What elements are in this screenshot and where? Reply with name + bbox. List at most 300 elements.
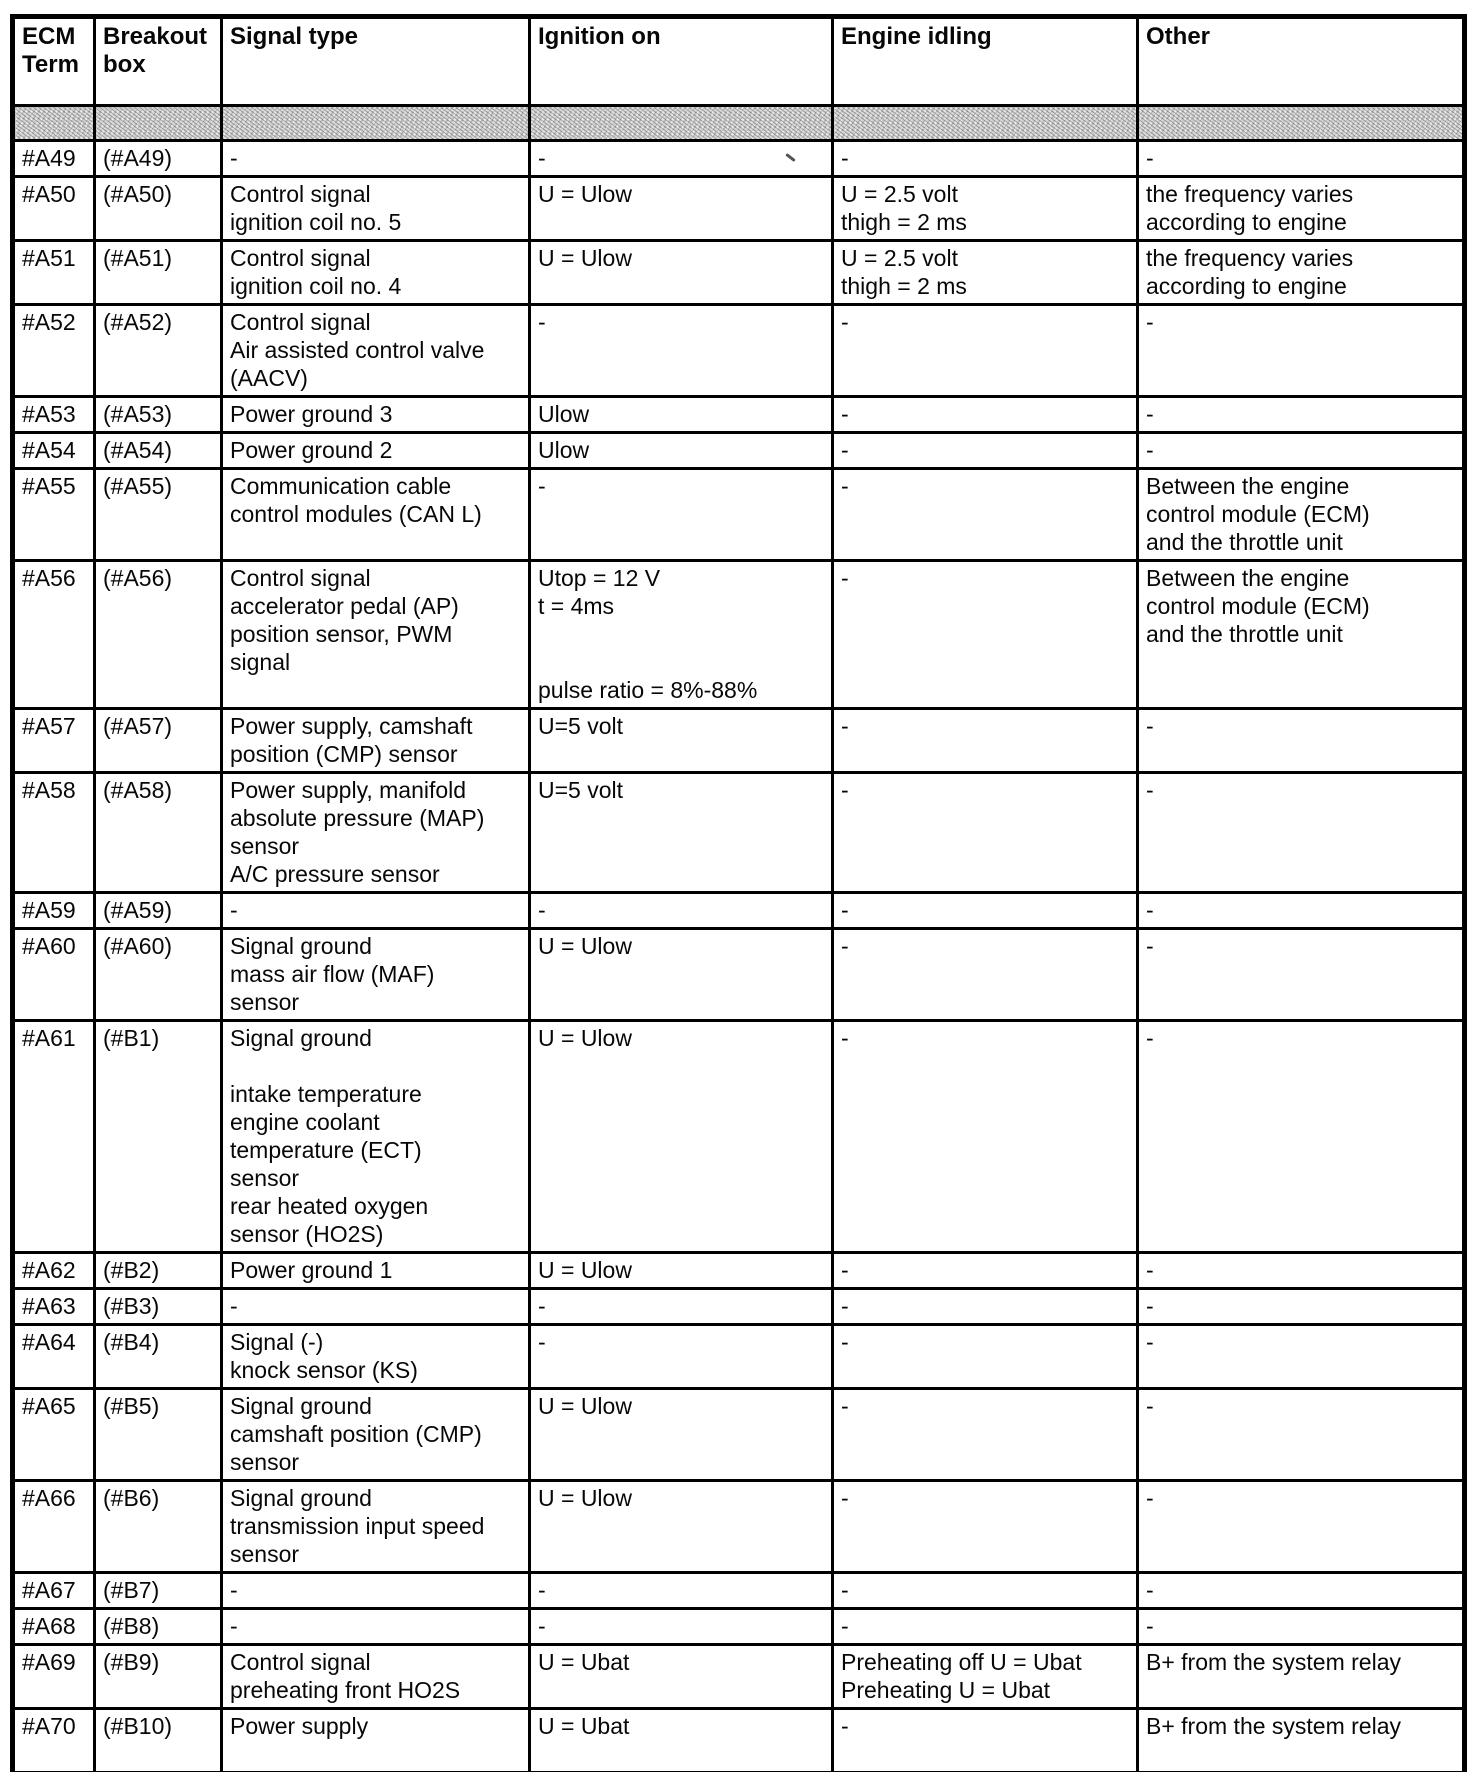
cell-breakout-box <box>95 1325 222 1389</box>
table-body <box>13 141 1465 1772</box>
cell-ignition-on <box>530 241 833 305</box>
cell-line: - <box>841 897 849 923</box>
cell-signal-type <box>222 177 530 241</box>
cell-line: thigh = 2 ms <box>841 273 967 299</box>
table-row <box>13 177 1465 241</box>
cell-line: - <box>538 897 546 923</box>
cell-line: - <box>230 1577 238 1603</box>
cell-ignition-on <box>530 1573 833 1609</box>
cell-ecm-term <box>13 1389 95 1481</box>
cell-engine-idling <box>833 561 1138 709</box>
table-row <box>13 397 1465 433</box>
cell-ignition-on <box>530 141 833 177</box>
cell-signal-type <box>222 561 530 709</box>
cell-line: (AACV) <box>230 365 308 391</box>
cell-ignition-on <box>530 433 833 469</box>
cell-ecm-term <box>13 1325 95 1389</box>
cell-ignition-on <box>530 1645 833 1709</box>
cell-ignition-on <box>530 1481 833 1573</box>
cell-line: #A64 <box>22 1329 76 1355</box>
cell-other <box>1138 1573 1465 1609</box>
cell-ecm-term <box>13 1609 95 1645</box>
scan-noise-cell <box>13 106 95 141</box>
cell-line: #A68 <box>22 1613 76 1639</box>
cell-signal-type <box>222 141 530 177</box>
cell-line: - <box>841 1485 849 1511</box>
cell-line: U = Ulow <box>538 245 632 271</box>
table-row <box>13 241 1465 305</box>
cell-line: sensor <box>230 1541 300 1567</box>
cell-line: #A65 <box>22 1393 76 1419</box>
cell-ignition-on <box>530 561 833 709</box>
cell-line: - <box>1146 1577 1154 1603</box>
cell-engine-idling <box>833 433 1138 469</box>
cell-line: - <box>538 473 546 499</box>
cell-breakout-box <box>95 241 222 305</box>
table-row <box>13 773 1465 893</box>
col-header-other <box>1138 17 1465 106</box>
cell-ignition-on <box>530 305 833 397</box>
header-line: Term <box>22 51 79 78</box>
cell-ecm-term <box>13 561 95 709</box>
cell-ecm-term <box>13 1021 95 1253</box>
cell-other <box>1138 1389 1465 1481</box>
cell-line: Air assisted control valve <box>230 337 485 363</box>
table-row <box>13 1709 1465 1772</box>
table-row <box>13 1389 1465 1481</box>
cell-ignition-on <box>530 1021 833 1253</box>
cell-engine-idling <box>833 929 1138 1021</box>
cell-signal-type <box>222 397 530 433</box>
cell-line: Control signal <box>230 565 371 591</box>
cell-signal-type <box>222 433 530 469</box>
cell-ecm-term <box>13 773 95 893</box>
cell-line: - <box>841 437 849 463</box>
cell-breakout-box <box>95 561 222 709</box>
cell-breakout-box <box>95 929 222 1021</box>
cell-line: U = Ubat <box>538 1649 630 1675</box>
cell-breakout-box <box>95 1289 222 1325</box>
cell-other <box>1138 305 1465 397</box>
cell-line: Ulow <box>538 401 590 427</box>
table-row <box>13 1573 1465 1609</box>
cell-line: Between the engine <box>1146 565 1350 591</box>
cell-line: - <box>841 1293 849 1319</box>
cell-line: sensor <box>230 1449 300 1475</box>
cell-breakout-box <box>95 773 222 893</box>
cell-engine-idling <box>833 1709 1138 1772</box>
table-header <box>13 17 1465 141</box>
cell-line: Signal ground <box>230 933 372 959</box>
cell-line: knock sensor (KS) <box>230 1357 418 1383</box>
cell-line: B+ from the system relay <box>1146 1649 1401 1675</box>
cell-line: Preheating U = Ubat <box>841 1677 1051 1703</box>
cell-line: sensor <box>230 833 300 859</box>
cell-line: Control signal <box>230 181 371 207</box>
cell-line: #A59 <box>22 897 76 923</box>
col-header-ignition-on <box>530 17 833 106</box>
cell-signal-type <box>222 469 530 561</box>
cell-line: (#B4) <box>103 1329 160 1355</box>
header-line: Signal type <box>230 23 359 50</box>
cell-ignition-on <box>530 929 833 1021</box>
cell-line: according to engine <box>1146 273 1347 299</box>
header-line <box>230 51 521 79</box>
scan-noise-cell <box>95 106 222 141</box>
cell-ecm-term <box>13 241 95 305</box>
cell-line: - <box>538 1329 546 1355</box>
cell-line: Power supply <box>230 1713 369 1739</box>
cell-line: t = 4ms <box>538 593 615 619</box>
cell-line: - <box>1146 713 1154 739</box>
cell-ecm-term <box>13 1709 95 1772</box>
cell-other <box>1138 561 1465 709</box>
cell-other <box>1138 1289 1465 1325</box>
cell-other <box>1138 1609 1465 1645</box>
cell-line: - <box>1146 145 1154 171</box>
cell-line: B+ from the system relay <box>1146 1713 1401 1739</box>
cell-engine-idling <box>833 893 1138 929</box>
cell-ignition-on <box>530 1609 833 1645</box>
table-row <box>13 709 1465 773</box>
cell-signal-type <box>222 241 530 305</box>
cell-signal-type <box>222 1573 530 1609</box>
cell-line: - <box>230 145 238 171</box>
cell-other <box>1138 141 1465 177</box>
cell-line: #A54 <box>22 437 76 463</box>
cell-line: - <box>1146 897 1154 923</box>
cell-line: (#A59) <box>103 897 173 923</box>
cell-signal-type <box>222 893 530 929</box>
cell-line: pulse ratio = 8%-88% <box>538 677 758 703</box>
cell-breakout-box <box>95 141 222 177</box>
cell-other <box>1138 893 1465 929</box>
cell-breakout-box <box>95 1709 222 1772</box>
table-row <box>13 433 1465 469</box>
header-line <box>1146 51 1455 79</box>
cell-ignition-on <box>530 709 833 773</box>
header-line: Ignition on <box>538 23 661 50</box>
cell-ecm-term <box>13 305 95 397</box>
cell-line: - <box>538 1613 546 1639</box>
cell-line: Control signal <box>230 245 371 271</box>
scan-noise-cell <box>1138 106 1465 141</box>
cell-line: Signal ground <box>230 1393 372 1419</box>
cell-line: (#A60) <box>103 933 173 959</box>
cell-line: Power supply, camshaft <box>230 713 473 739</box>
cell-line: - <box>1146 1293 1154 1319</box>
cell-line: #A62 <box>22 1257 76 1283</box>
cell-engine-idling <box>833 305 1138 397</box>
cell-line: the frequency varies <box>1146 245 1354 271</box>
cell-line: #A66 <box>22 1485 76 1511</box>
cell-engine-idling <box>833 1609 1138 1645</box>
cell-line: - <box>538 1577 546 1603</box>
cell-line: - <box>1146 401 1154 427</box>
cell-line: Control signal <box>230 309 371 335</box>
cell-line: (#B2) <box>103 1257 160 1283</box>
cell-ignition-on <box>530 893 833 929</box>
cell-signal-type <box>222 709 530 773</box>
cell-ecm-term <box>13 709 95 773</box>
cell-line: - <box>841 777 849 803</box>
table-row <box>13 1645 1465 1709</box>
cell-line: control modules (CAN L) <box>230 501 482 527</box>
cell-line: intake temperature <box>230 1081 422 1107</box>
table-row <box>13 893 1465 929</box>
scan-noise-cell <box>833 106 1138 141</box>
cell-line: - <box>538 1293 546 1319</box>
cell-line: #A60 <box>22 933 76 959</box>
cell-line: mass air flow (MAF) <box>230 961 435 987</box>
cell-line: Signal ground <box>230 1025 372 1051</box>
cell-line: the frequency varies <box>1146 181 1354 207</box>
cell-line: #A58 <box>22 777 76 803</box>
cell-ecm-term <box>13 929 95 1021</box>
ecm-signal-table <box>10 14 1467 1772</box>
cell-ecm-term <box>13 177 95 241</box>
cell-line: - <box>538 145 546 171</box>
cell-signal-type <box>222 1609 530 1645</box>
cell-line: temperature (ECT) <box>230 1137 422 1163</box>
cell-line: Signal (-) <box>230 1329 324 1355</box>
table-row <box>13 1325 1465 1389</box>
cell-breakout-box <box>95 433 222 469</box>
cell-line: signal <box>230 649 291 675</box>
cell-line: U = Ulow <box>538 1393 632 1419</box>
cell-engine-idling <box>833 1481 1138 1573</box>
cell-line: (#A54) <box>103 437 173 463</box>
cell-line: - <box>841 1393 849 1419</box>
cell-line: (#A57) <box>103 713 173 739</box>
cell-ignition-on <box>530 773 833 893</box>
cell-line: - <box>841 1329 849 1355</box>
cell-line: Preheating off U = Ubat <box>841 1649 1082 1675</box>
header-line: Breakout <box>103 23 208 50</box>
cell-line: #A53 <box>22 401 76 427</box>
table-row <box>13 1609 1465 1645</box>
cell-breakout-box <box>95 1389 222 1481</box>
cell-line: - <box>1146 437 1154 463</box>
cell-line: accelerator pedal (AP) <box>230 593 459 619</box>
cell-line: - <box>841 1713 849 1739</box>
cell-line: U = 2.5 volt <box>841 245 958 271</box>
cell-line <box>230 1740 521 1768</box>
cell-line: - <box>841 401 849 427</box>
cell-ecm-term <box>13 397 95 433</box>
cell-line: #A55 <box>22 473 76 499</box>
header-line <box>841 51 1129 79</box>
cell-line: transmission input speed <box>230 1513 485 1539</box>
cell-line: U=5 volt <box>538 713 624 739</box>
cell-breakout-box <box>95 1645 222 1709</box>
cell-line: and the throttle unit <box>1146 529 1343 555</box>
cell-other <box>1138 1021 1465 1253</box>
cell-line: (#B1) <box>103 1025 160 1051</box>
table-row <box>13 1253 1465 1289</box>
cell-line <box>538 648 824 676</box>
cell-ecm-term <box>13 1289 95 1325</box>
cell-line: (#A55) <box>103 473 173 499</box>
cell-ignition-on <box>530 469 833 561</box>
cell-signal-type <box>222 773 530 893</box>
cell-line: - <box>230 1613 238 1639</box>
cell-engine-idling <box>833 1253 1138 1289</box>
table-row <box>13 1481 1465 1573</box>
table-row <box>13 141 1465 177</box>
cell-other <box>1138 1645 1465 1709</box>
cell-line: - <box>841 1025 849 1051</box>
header-line: Engine idling <box>841 23 992 50</box>
cell-breakout-box <box>95 469 222 561</box>
cell-line: Ulow <box>538 437 590 463</box>
table-row <box>13 469 1465 561</box>
cell-line: - <box>230 897 238 923</box>
cell-engine-idling <box>833 469 1138 561</box>
cell-signal-type <box>222 1481 530 1573</box>
cell-line: #A49 <box>22 145 76 171</box>
table-row <box>13 929 1465 1021</box>
cell-line: control module (ECM) <box>1146 593 1370 619</box>
cell-line: #A63 <box>22 1293 76 1319</box>
scan-noise-band-row <box>13 106 1465 141</box>
cell-line: (#A52) <box>103 309 173 335</box>
cell-line: thigh = 2 ms <box>841 209 967 235</box>
cell-line: - <box>841 565 849 591</box>
cell-line: Control signal <box>230 1649 371 1675</box>
cell-line: sensor (HO2S) <box>230 1221 384 1247</box>
cell-line: U = Ulow <box>538 1485 632 1511</box>
cell-signal-type <box>222 1709 530 1772</box>
header-row <box>13 17 1465 106</box>
cell-line: U = Ulow <box>538 1257 632 1283</box>
cell-ecm-term <box>13 1253 95 1289</box>
cell-line: - <box>1146 1025 1154 1051</box>
cell-other <box>1138 929 1465 1021</box>
cell-line: (#B7) <box>103 1577 160 1603</box>
cell-line: absolute pressure (MAP) <box>230 805 485 831</box>
cell-other <box>1138 1253 1465 1289</box>
cell-other <box>1138 773 1465 893</box>
cell-line: - <box>841 1613 849 1639</box>
cell-line: (#A51) <box>103 245 173 271</box>
cell-line: preheating front HO2S <box>230 1677 461 1703</box>
cell-other <box>1138 1709 1465 1772</box>
cell-line: - <box>1146 309 1154 335</box>
scan-noise-cell <box>222 106 530 141</box>
header-line <box>538 51 824 79</box>
cell-signal-type <box>222 305 530 397</box>
cell-line: - <box>1146 777 1154 803</box>
cell-ecm-term <box>13 141 95 177</box>
cell-breakout-box <box>95 893 222 929</box>
cell-engine-idling <box>833 1325 1138 1389</box>
cell-ecm-term <box>13 1481 95 1573</box>
cell-line: - <box>1146 1257 1154 1283</box>
cell-engine-idling <box>833 773 1138 893</box>
cell-line: U = 2.5 volt <box>841 181 958 207</box>
cell-line <box>230 1052 521 1080</box>
cell-signal-type <box>222 1289 530 1325</box>
cell-engine-idling <box>833 1645 1138 1709</box>
cell-line: camshaft position (CMP) <box>230 1421 482 1447</box>
cell-line: ignition coil no. 5 <box>230 209 402 235</box>
cell-line: sensor <box>230 1165 300 1191</box>
cell-line: Power ground 3 <box>230 401 393 427</box>
cell-ecm-term <box>13 433 95 469</box>
cell-line: sensor <box>230 989 300 1015</box>
cell-engine-idling <box>833 1389 1138 1481</box>
cell-other <box>1138 709 1465 773</box>
cell-line: U = Ulow <box>538 181 632 207</box>
cell-line: - <box>841 309 849 335</box>
cell-engine-idling <box>833 241 1138 305</box>
table-row <box>13 1021 1465 1253</box>
cell-line: (#B5) <box>103 1393 160 1419</box>
cell-engine-idling <box>833 397 1138 433</box>
cell-line: #A56 <box>22 565 76 591</box>
col-header-breakout-box <box>95 17 222 106</box>
cell-line: (#B10) <box>103 1713 173 1739</box>
cell-breakout-box <box>95 1253 222 1289</box>
cell-breakout-box <box>95 305 222 397</box>
cell-line: (#A58) <box>103 777 173 803</box>
cell-line: #A61 <box>22 1025 76 1051</box>
cell-line: Power ground 1 <box>230 1257 393 1283</box>
cell-line: Power supply, manifold <box>230 777 467 803</box>
cell-line: Communication cable <box>230 473 452 499</box>
cell-signal-type <box>222 1325 530 1389</box>
cell-breakout-box <box>95 1481 222 1573</box>
cell-line: (#B6) <box>103 1485 160 1511</box>
cell-line: A/C pressure sensor <box>230 861 440 887</box>
cell-ecm-term <box>13 469 95 561</box>
cell-line: #A57 <box>22 713 76 739</box>
cell-line: and the throttle unit <box>1146 621 1343 647</box>
cell-line: #A67 <box>22 1577 76 1603</box>
cell-signal-type <box>222 1021 530 1253</box>
cell-ignition-on <box>530 1289 833 1325</box>
cell-breakout-box <box>95 1573 222 1609</box>
cell-signal-type <box>222 1389 530 1481</box>
cell-other <box>1138 1325 1465 1389</box>
table-row <box>13 1289 1465 1325</box>
cell-ignition-on <box>530 1253 833 1289</box>
cell-ecm-term <box>13 1645 95 1709</box>
cell-other <box>1138 469 1465 561</box>
col-header-signal-type <box>222 17 530 106</box>
cell-line: position sensor, PWM <box>230 621 453 647</box>
cell-line: (#B8) <box>103 1613 160 1639</box>
header-line: Other <box>1146 23 1211 50</box>
cell-line: ignition coil no. 4 <box>230 273 402 299</box>
cell-ecm-term <box>13 1573 95 1609</box>
cell-ignition-on <box>530 177 833 241</box>
cell-engine-idling <box>833 1289 1138 1325</box>
cell-ignition-on <box>530 1325 833 1389</box>
cell-line: #A70 <box>22 1713 76 1739</box>
cell-other <box>1138 397 1465 433</box>
cell-line: U = Ubat <box>538 1713 630 1739</box>
cell-line: - <box>230 1293 238 1319</box>
cell-ignition-on <box>530 1709 833 1772</box>
cell-line: U = Ulow <box>538 933 632 959</box>
cell-line: - <box>1146 1613 1154 1639</box>
cell-line: #A51 <box>22 245 76 271</box>
cell-signal-type <box>222 1253 530 1289</box>
cell-line: (#A56) <box>103 565 173 591</box>
cell-ignition-on <box>530 397 833 433</box>
